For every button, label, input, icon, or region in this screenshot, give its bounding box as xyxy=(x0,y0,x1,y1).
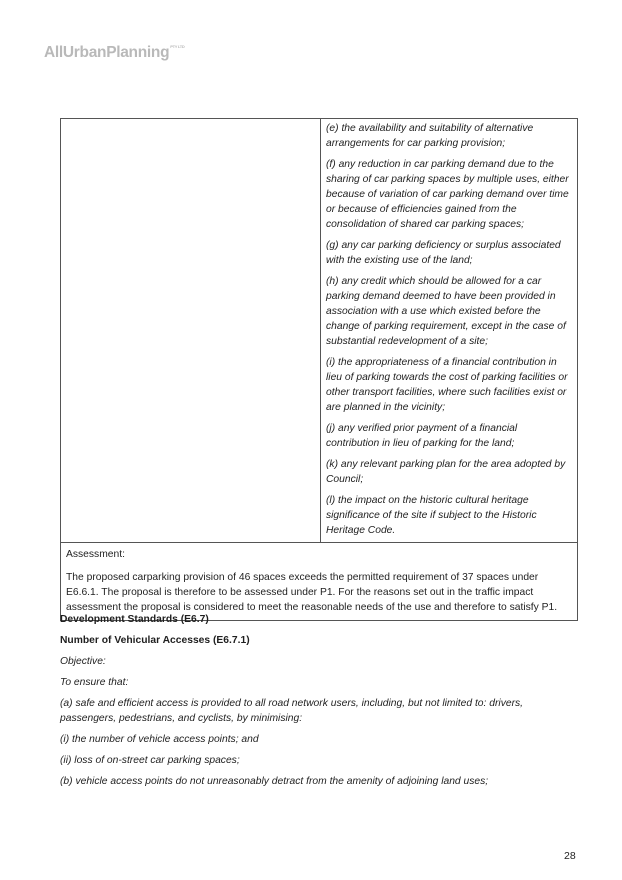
subsection-heading: Number of Vehicular Accesses (E6.7.1) xyxy=(60,635,250,646)
objective-label: Objective: xyxy=(60,656,106,667)
criteria-item-l: (l) the impact on the historic cultural heritage significance of the site if subject to the Historic Heritage Code. xyxy=(326,495,537,536)
assessment-text: The proposed carparking provision of 46 spaces exceeds the permitted requirement of 37 spaces under E6.6.1. The proposal is therefore to be assessed under P1. For the reasons set out in the traffic impact assessment the proposal is considered to meet the reasonable needs of the use and therefore to satisfy P1. xyxy=(66,572,558,613)
objective-item-i: (i) the number of vehicle access points; and xyxy=(60,734,259,745)
criteria-item-k: (k) any relevant parking plan for the area adopted by Council; xyxy=(326,459,566,485)
assessment-cell xyxy=(61,543,578,621)
logo-suffix: PTY LTD xyxy=(170,44,185,49)
assessment-row xyxy=(61,543,578,621)
criteria-list-cell xyxy=(321,119,578,543)
criteria-row xyxy=(61,119,578,543)
criteria-empty-cell xyxy=(61,119,321,543)
criteria-item-i: (i) the appropriateness of a financial contribution in lieu of parking towards the cost of parking facilities or other transport facilities, where such facilities exist or are planned in the vicinity; xyxy=(326,357,568,413)
criteria-item-e: (e) the availability and suitability of alternative arrangements for car parking provision; xyxy=(326,123,534,149)
ensure-label: To ensure that: xyxy=(60,677,129,688)
assessment-label: Assessment: xyxy=(66,549,125,560)
criteria-item-j: (j) any verified prior payment of a financial contribution in lieu of parking for the land; xyxy=(326,423,518,449)
criteria-table xyxy=(60,118,578,621)
objective-item-ii: (ii) loss of on-street car parking spaces; xyxy=(60,755,240,766)
section-heading: Development Standards (E6.7) xyxy=(60,614,209,625)
criteria-item-h: (h) any credit which should be allowed for a car parking demand deemed to have been provided in association with a use which existed before the change of parking requirement, except in the case of substantial redevelopment of a site; xyxy=(326,276,566,347)
objective-item-b: (b) vehicle access points do not unreasonably detract from the amenity of adjoining land uses; xyxy=(60,776,489,787)
objective-item-a: (a) safe and efficient access is provided to all road network users, including, but not limited to: drivers, passengers, pedestrians, and cyclists, by minimising: xyxy=(60,698,524,724)
logo-text: AllUrbanPlanning xyxy=(44,44,170,61)
document-body xyxy=(60,612,580,795)
company-logo xyxy=(44,44,184,62)
page-number: 28 xyxy=(564,850,576,862)
criteria-item-f: (f) any reduction in car parking demand due to the sharing of car parking spaces by multiple uses, either because of variation of car parking demand over time or because of efficiencies gained from the consolidation of shared car parking spaces; xyxy=(326,159,569,230)
criteria-item-g: (g) any car parking deficiency or surplus associated with the existing use of the land; xyxy=(326,240,561,266)
